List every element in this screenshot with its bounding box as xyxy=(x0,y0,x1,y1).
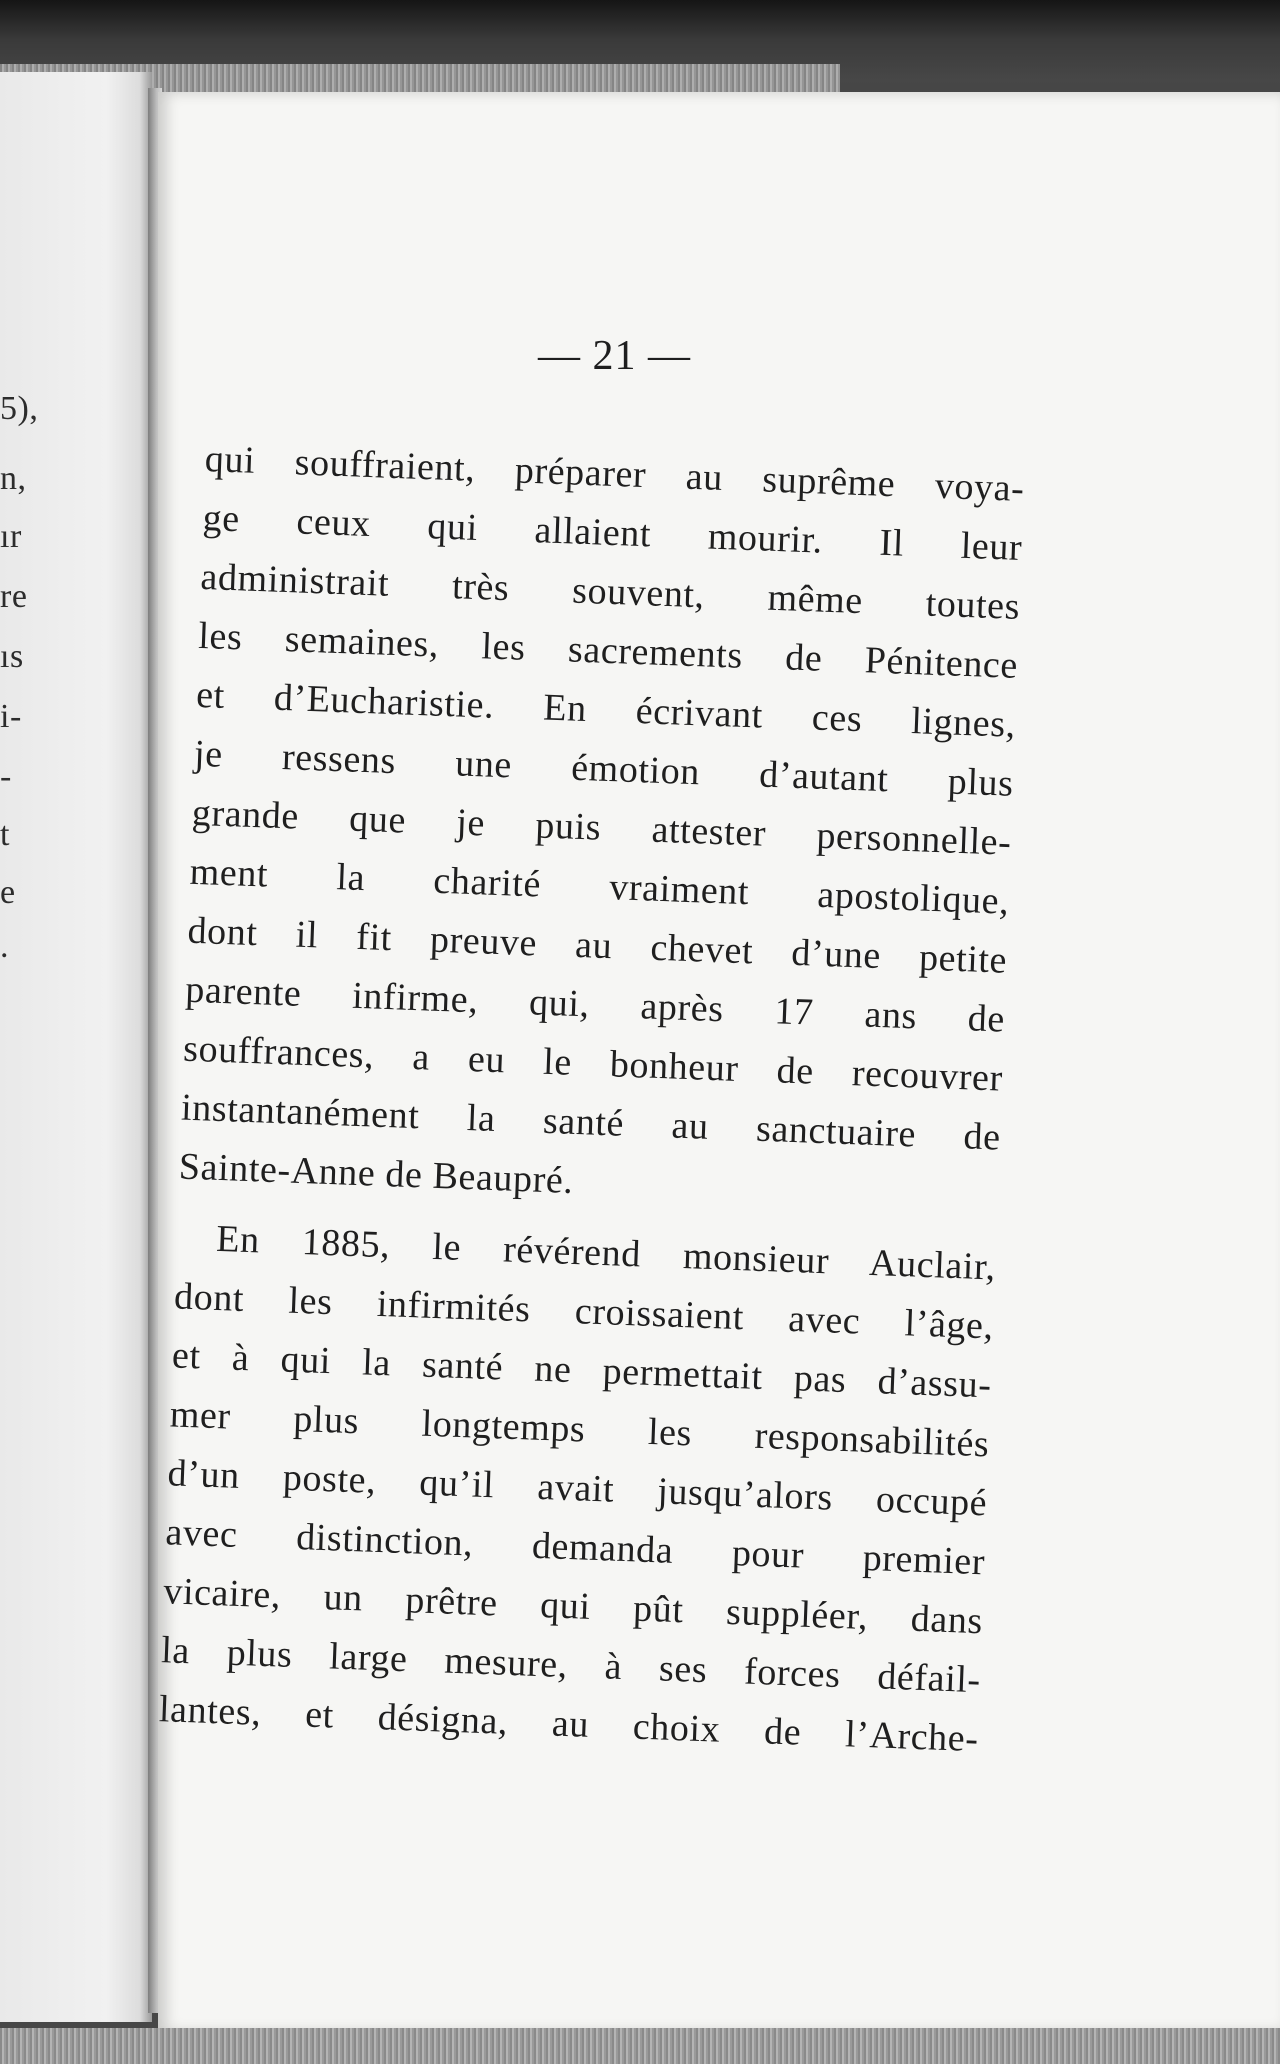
book-page xyxy=(158,92,1280,2032)
text-line: instantanément la santé au sanctuaire de xyxy=(180,1086,1002,1159)
text-line: En 1885, le révérend monsieur Auclair, xyxy=(215,1217,997,1289)
text-line: ge ceux qui allaient mourir. Il leur xyxy=(202,496,1023,569)
text-line: et à qui la santé ne permettait pas d’assu- xyxy=(171,1334,993,1407)
left-page-fragment: - xyxy=(0,758,12,795)
text-line: d’un poste, qu’il avait jusqu’alors occupé xyxy=(166,1452,988,1525)
left-facing-page xyxy=(0,72,152,2022)
text-line: Sainte-Anne de Beaupré. xyxy=(178,1145,575,1202)
text-line: dont les infirmités croissaient avec l’âge, xyxy=(173,1275,995,1348)
paragraph-2 xyxy=(158,1208,997,1769)
left-page-fragment: re xyxy=(0,578,28,615)
text-line: les semaines, les sacrements de Pénitence xyxy=(197,614,1019,687)
text-line: vicaire, un prêtre qui pût suppléer, dans xyxy=(162,1570,984,1643)
text-line: mer plus longtemps les responsabilités xyxy=(169,1393,991,1466)
left-page-fragment: t xyxy=(0,816,10,853)
left-page-fragment: 5), xyxy=(0,390,39,427)
book-bottom-edge xyxy=(0,2028,1280,2064)
page-number: — 21 — xyxy=(538,333,691,379)
text-line: je ressens une émotion d’autant plus xyxy=(193,732,1015,805)
text-line: administrait très souvent, même toutes xyxy=(199,555,1021,628)
text-line: et d’Eucharistie. En écrivant ces lignes, xyxy=(195,673,1017,746)
text-line: dont il fit preuve au chevet d’une petite xyxy=(186,909,1008,982)
text-line: qui souffraient, préparer au suprême voya- xyxy=(204,437,1026,511)
text-line: la plus large mesure, à ses forces défail- xyxy=(160,1629,982,1702)
text-line: lantes, et désigna, au choix de l’Arche- xyxy=(158,1688,980,1761)
left-page-fragment: e xyxy=(0,874,16,911)
text-line: ment la charité vraiment apostolique, xyxy=(189,850,1011,923)
text-line: parente infirme, qui, après 17 ans de xyxy=(184,968,1006,1041)
left-page-fragment: n, xyxy=(0,460,27,497)
text-line: souffrances, a eu le bonheur de recouvrer xyxy=(182,1027,1004,1100)
left-page-fragment: ıs xyxy=(0,638,24,675)
text-line: grande que je puis attester personnelle- xyxy=(191,791,1013,864)
paragraph-1 xyxy=(178,430,1026,1227)
left-page-fragment: . xyxy=(0,928,9,965)
text-line: avec distinction, demanda pour premier xyxy=(164,1511,986,1584)
page-body-text xyxy=(158,430,1025,1769)
left-page-fragment: ır xyxy=(0,518,22,555)
left-page-fragment: i- xyxy=(0,698,22,735)
